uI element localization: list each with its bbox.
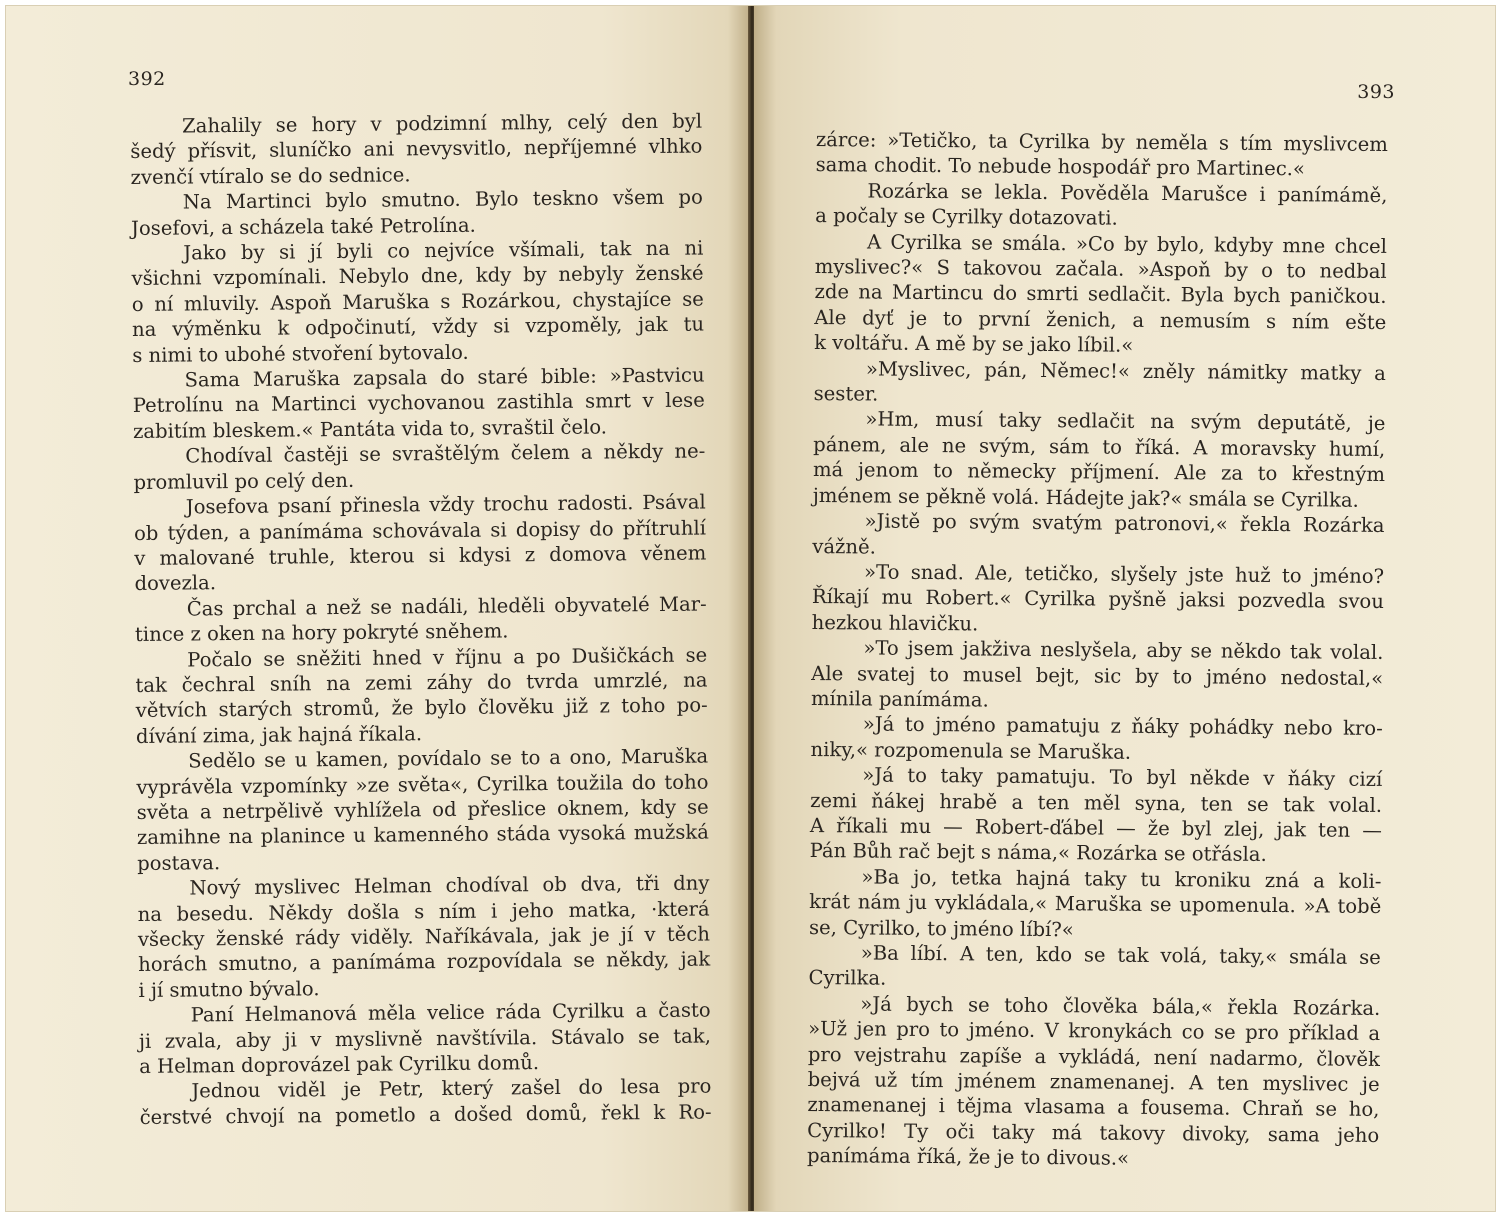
text-line: Říkají mu Robert.« Cyrilka pyšně jaksi pozvedla svou [811,585,1384,614]
text-line: myslivec?« S takovou začala. »Aspoň by o to nedbal [814,255,1387,284]
text-line: zde na Martincu do smrti sedlačit. Byla bych paničkou. [814,280,1387,309]
text-line: krát nám ju vykládala,« Maruška se upomenula. »A tobě [809,890,1382,919]
text-line: světa a netrpělivě vyhlížela od přeslice oknem, kdy se [136,795,709,824]
left-page-number: 392 [128,68,166,90]
text-line: ji zvala, aby ji v myslivně navštívila. Stávalo se tak, [138,1024,711,1053]
text-line: znamenanej i tějma vlasama a fousema. Chraň se ho, [807,1093,1380,1122]
text-line: Josefova psaní přinesla vždy trochu radosti. Psával [185,490,706,519]
text-line: na výměnku k odpočinutí, vždy si vzpoměly, jak tu [131,312,705,342]
text-line: promluvil po celý den. [133,468,355,494]
left-page [6,6,750,1211]
text-line: Zahalily se hory v podzimní mlhy, celý den byl [182,109,703,138]
text-line: se, Cyrilko, to jméno líbí?« [808,915,1074,941]
text-line: »Už jen pro to jméno. V kronykách co se pro příklad a [808,1017,1381,1046]
text-line: Počalo se sněžiti hned v říjnu a po Dušičkách se [187,643,708,672]
text-line: dovezla. [134,571,217,596]
text-line: Ale dyť je to první ženich, a nemusím s ním ešte [814,305,1387,334]
text-line: Nový myslivec Helman chodíval ob dva, tři dny [189,871,710,900]
text-line: »Já bych se toho člověka bála,« řekla Rozárka. [860,992,1381,1020]
text-line: »Ba líbí. A ten, kdo se tak volá, taky,« smála se [860,941,1381,969]
text-line: sester. [813,382,879,406]
text-line: Rozárka se lekla. Pověděla Marušce i panímámě, [867,179,1388,207]
text-line: a Helman doprovázel pak Cyrilku domů. [139,1051,540,1078]
text-line: mínila panímáma. [810,686,989,712]
text-line: »Myslivec, pán, Němec!« zněly námitky matky a [865,357,1386,385]
text-line: Ale svatej to musel bejt, sic by to jméno nedostal,« [811,661,1384,690]
text-line: šedý přísvit, sluníčko ani nevysvitlo, nepříjemné vlhko [130,134,703,164]
text-line: větvích starých stromů, že bylo člověku již z toho po- [135,693,708,723]
right-page [754,6,1495,1211]
text-line: v malované truhle, kterou si kdysi z domova věnem [134,541,707,570]
text-line: A Cyrilka se smála. »Co by bylo, kdyby mne chcel [866,230,1388,258]
text-line: Josefovi, a scházela také Petrolína. [130,213,476,240]
text-line: »To snad. Ale, tetičko, slyšely jste huž to jméno? [864,560,1385,588]
text-line: na besedu. Někdy došla s ním i jeho matka, ·která [137,897,710,926]
text-line: postava. [137,850,221,875]
text-line: »Ba jo, tetka hajná taky tu kroniku zná a koli- [861,865,1382,893]
text-line: všecky ženské rády viděly. Naříkávala, jak je jí v těch [137,922,711,951]
text-line: »Já to jméno pamatuju z ňáky pohádky nebo kro- [862,712,1383,741]
text-line: k voltářu. A mě by se jako líbil.« [814,331,1134,358]
text-line: sama chodit. To nebude hospodář pro Martinec.« [815,153,1306,181]
text-line: A říkali mu — Robert-ďábel — že byl zlej, jak ten — [809,813,1382,842]
text-line: Jednou viděl je Petr, který zašel do lesa pro [191,1074,712,1103]
text-line: hezkou hlavičku. [811,610,979,636]
text-line: bejvá už tím jménem znamenanej. A ten myslivec je [807,1067,1380,1096]
text-line: »Jistě po svým svatým patronovi,« řekla Rozárka [864,509,1385,538]
text-line: pro vejstrahu zapíše a vykládá, není nadarmo, člověk [807,1042,1380,1071]
text-line: Petrolínu na Martinci vychovanou zastihla smrt v lese [132,388,705,418]
text-line: jménem se pěkně volá. Hádejte jak?« smála se Cyrilka. [812,483,1359,512]
text-line: Sedělo se u kamen, povídalo se to a ono, Maruška [188,744,709,773]
text-line: Jako by si jí byli co nejvíce všímali, tak na ni [183,236,704,265]
text-line: Cyrilko! Ty oči taky má takovy divoky, sama jeho [807,1118,1380,1147]
text-line: »Hm, musí taky sedlačit na svým deputátě, je [865,407,1386,436]
text-line: Sama Maruška zapsala do staré bible: »Pastvicu [184,363,705,392]
text-line: dívání zima, jak hajná říkala. [135,721,423,748]
text-line: má jenom to německy příjmení. Ale za to křestným [812,458,1386,487]
book-spread [6,6,1495,1211]
text-line: »Já to taky pamatuju. To byl někde v ňáky cizí [862,763,1383,792]
text-line: Cyrilka. [808,966,887,991]
text-line: ob týden, a panímáma schovávala si dopisy do přítruhlí [133,515,707,545]
text-line: Paní Helmanová měla velice ráda Cyrilku a často [190,998,711,1027]
text-line: Chodíval častěji se svraštělým čelem a někdy ne- [185,439,706,468]
text-line: čerstvé chvojí na pometlo a došed domů, řekl k Ro- [139,1100,712,1129]
text-line: »To jsem jakživa neslyšela, aby se někdo tak volal. [863,636,1384,665]
text-line: tak čechral sníh na zemi záhy do tvrda umrzlé, na [135,668,708,697]
text-line: Pán Bůh rač bejt s náma,« Rozárka se otřásla. [809,839,1267,867]
text-line: zvenčí vtíralo se do sednice. [130,163,411,189]
text-line: niky,« rozpomenula se Maruška. [810,737,1132,764]
text-line: s nimi to ubohé stvoření bytovalo. [132,340,469,367]
text-line: vážně. [812,534,876,559]
text-line: panímáma říká, že je to divous.« [806,1144,1130,1171]
text-line: Na Martinci bylo smutno. Bylo teskno všem po [182,185,703,214]
text-line: Čas prchal a než se nadáli, hleděli obyvatelé Mar- [186,592,707,621]
text-line: o ní mluvily. Aspoň Maruška s Rozárkou, chystajíce se [131,287,704,316]
text-line: zemi ňákej hrabě a ten měl syna, ten se tak volal. [810,788,1383,817]
text-line: vyprávěla vzpomínky »ze světa«, Cyrilka toužila do toho [136,770,709,799]
text-line: zabitím bleskem.« Pantáta vida to, svraštil čelo. [132,415,608,443]
text-line: a počaly se Cyrilky dotazovati. [815,204,1118,230]
text-line: zamihne na planince u kamenného stáda vysoká mužská [136,820,710,850]
text-line: zárce: »Tetičko, ta Cyrilka by neměla s tím myslivcem [815,127,1388,156]
text-line: horách smutno, a panímáma rozpovídala se někdy, jak [138,947,711,977]
text-line: i jí smutno bývalo. [138,977,320,1002]
right-page-text [807,127,1388,1174]
text-line: všichni vzpomínali. Nebylo dne, kdy by nebyly ženské [131,261,704,291]
right-page-number: 393 [1357,81,1395,103]
left-page-text [130,109,712,1131]
text-line: tince z oken na hory pokryté sněhem. [134,619,509,647]
text-line: pánem, ale ne svým, sám to říká. A moravsky humí, [813,432,1386,461]
